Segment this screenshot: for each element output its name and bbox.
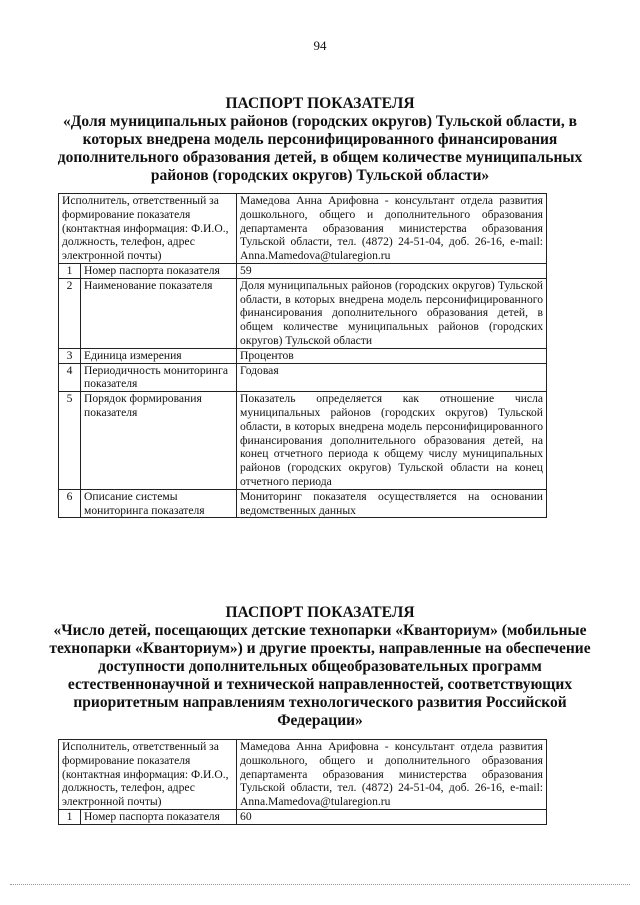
passport2-table <box>58 739 547 825</box>
executor-label: Исполнитель, ответственный за формирование показателя (контактная информация: Ф.И.О., должность, телефон, адрес электронной почты) <box>59 194 237 264</box>
row-number: 6 <box>59 489 81 518</box>
row-label: Номер паспорта показателя <box>81 809 237 824</box>
table-row <box>59 489 547 518</box>
table-row <box>59 809 547 824</box>
row-number: 1 <box>59 263 81 278</box>
passport1-subtitle: «Доля муниципальных районов (городских округов) Тульской области, в которых внедрена модель персонифицированного финансирования дополнительного образования детей, в общем количестве муниципальных районов (городских округов) Тульской области» <box>57 113 583 184</box>
scan-artifact-line <box>10 884 630 887</box>
table-row <box>59 194 547 264</box>
passport2-heading <box>40 604 600 730</box>
row-number: 3 <box>59 348 81 363</box>
table-row <box>59 278 547 348</box>
table-row <box>59 740 547 810</box>
passport1-title: ПАСПОРТ ПОКАЗАТЕЛЯ <box>225 95 415 112</box>
row-value: Показатель определяется как отношение числа муниципальных районов (городских округов) Тульской области, в которых внедрена модель персонифицированного финансирования дополнительного образования детей, на конец отчетного периода к общему числу муниципальных районов (городских округов) Тульской области на конец отчетного периода <box>237 392 547 490</box>
table-row <box>59 392 547 490</box>
passport2-title: ПАСПОРТ ПОКАЗАТЕЛЯ <box>225 604 415 621</box>
row-label: Единица измерения <box>81 348 237 363</box>
table-row <box>59 263 547 278</box>
executor-value: Мамедова Анна Арифовна - консультант отдела развития дошкольного, общего и дополнительного образования департамента образования министерства образования Тульской области, тел. (4872) 24-51-04, доб. 26-16, e-mail: Anna.Mamedova@tularegion.ru <box>237 194 547 264</box>
passport1-table <box>58 193 547 518</box>
executor-value: Мамедова Анна Арифовна - консультант отдела развития дошкольного, общего и дополнительного образования департамента образования министерства образования Тульской области, тел. (4872) 24-51-04, доб. 26-16, e-mail: Anna.Mamedova@tularegion.ru <box>237 740 547 810</box>
row-label: Порядок формирования показателя <box>81 392 237 490</box>
page-number: 94 <box>313 38 327 53</box>
row-value: Мониторинг показателя осуществляется на основании ведомственных данных <box>237 489 547 518</box>
row-number: 1 <box>59 809 81 824</box>
row-number: 2 <box>59 278 81 348</box>
row-value: Годовая <box>237 363 547 392</box>
row-label: Периодичность мониторинга показателя <box>81 363 237 392</box>
row-number: 5 <box>59 392 81 490</box>
row-label: Наименование показателя <box>81 278 237 348</box>
table-row <box>59 348 547 363</box>
row-value: Доля муниципальных районов (городских округов) Тульской области, в которых внедрена модель персонифицированного финансирования дополнительного образования детей, в общем количестве муниципальных районов (городских округов) Тульской области <box>237 278 547 348</box>
table-row <box>59 363 547 392</box>
row-value: 59 <box>237 263 547 278</box>
row-label: Описание системы мониторинга показателя <box>81 489 237 518</box>
row-number: 4 <box>59 363 81 392</box>
executor-label: Исполнитель, ответственный за формирование показателя (контактная информация: Ф.И.О., должность, телефон, адрес электронной почты) <box>59 740 237 810</box>
row-value: Процентов <box>237 348 547 363</box>
passport1-heading <box>40 95 600 185</box>
passport2-subtitle: «Число детей, посещающих детские технопарки «Кванториум» (мобильные технопарки «Кванториум») и другие проекты, направленные на обеспечение доступности дополнительных общеобразовательных программ естественнонаучной и технической направленностей, соответствующих приоритетным направлениям технологического развития Российской Федерации» <box>49 622 591 729</box>
row-value: 60 <box>237 809 547 824</box>
row-label: Номер паспорта показателя <box>81 263 237 278</box>
